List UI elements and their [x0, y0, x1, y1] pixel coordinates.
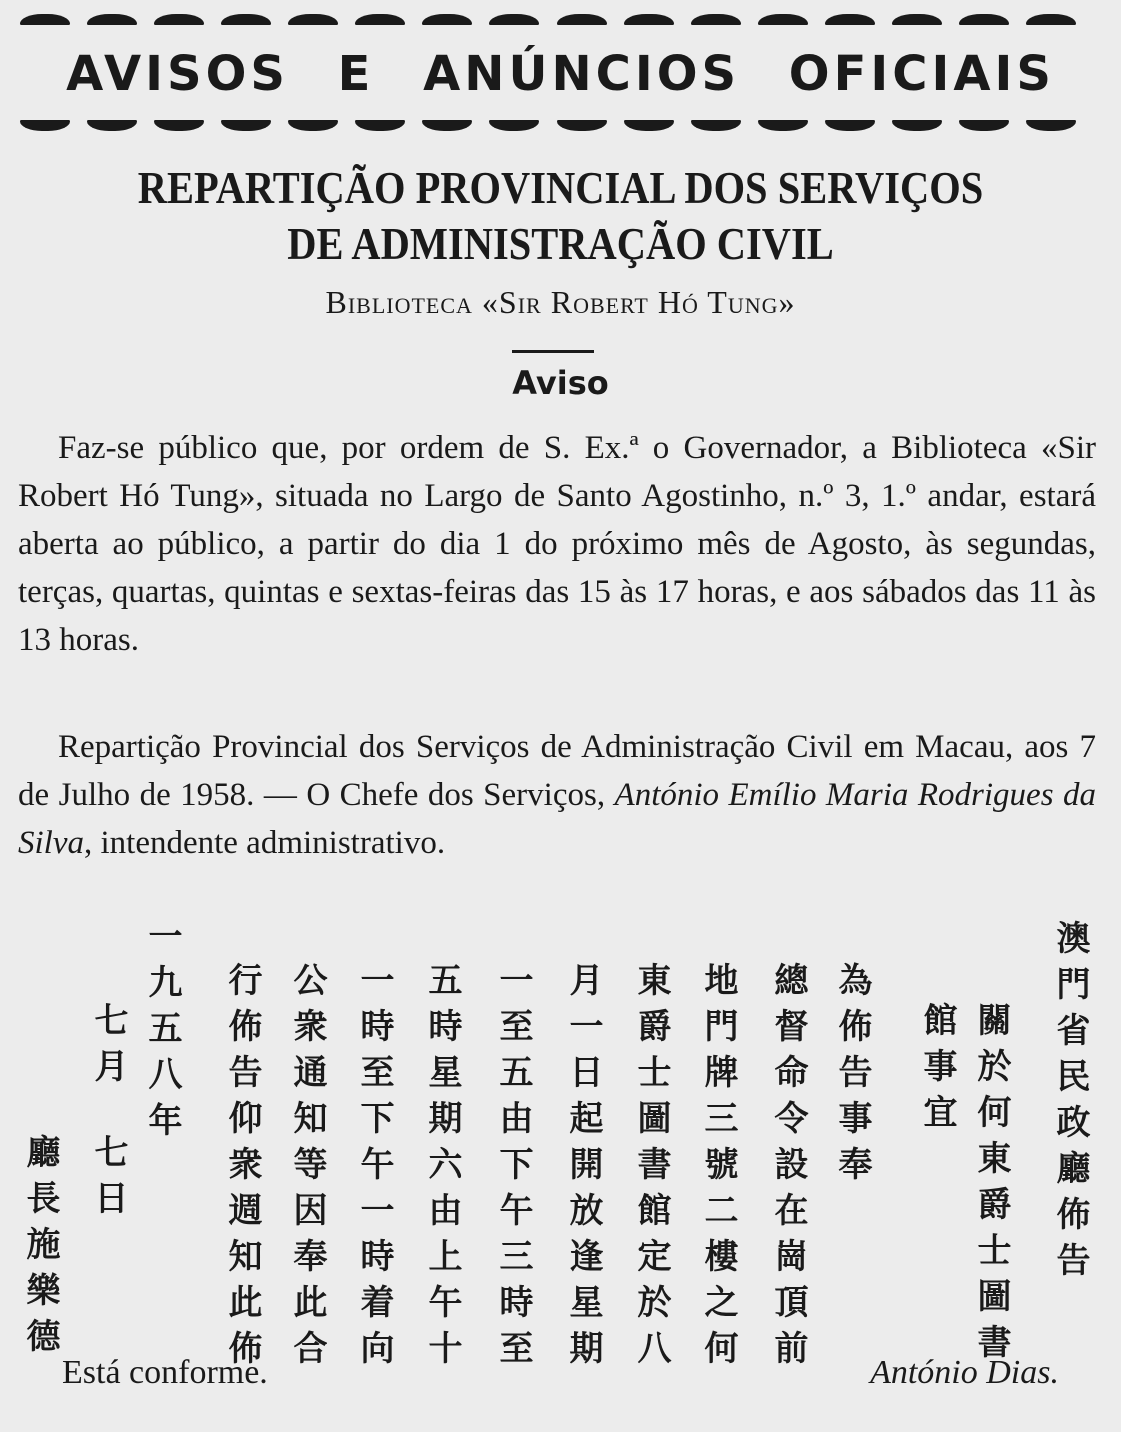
chinese-col-1: 澳門省民政廳佈告 [1050, 920, 1090, 1288]
chinese-col-13: 行佈告仰衆週知此佈 [222, 962, 262, 1376]
chinese-date-month: 七月 [88, 1002, 128, 1094]
chinese-col-9: 一至五由下午三時至 [493, 962, 533, 1376]
top-scallop-border [20, 12, 1076, 26]
department-line-2: DE ADMINISTRAÇÃO CIVIL [287, 218, 834, 269]
chinese-col-6: 地門牌三號二樓之何 [698, 962, 738, 1376]
signature-paragraph-start: Repartição Provincial dos Serviços de Administração Civil em Macau, aos 7 de Julho de 1958. — O Chefe dos Serviços, [18, 729, 1096, 813]
footer-signature: António Dias. [870, 1354, 1059, 1391]
notice-title: Aviso [512, 364, 609, 402]
signatory-name: António Emílio Maria Rodrigues da Silva [18, 777, 1097, 861]
chinese-col-12: 公衆通知等因奉此合 [287, 962, 327, 1376]
chinese-col-10: 五時星期六由上午十 [422, 962, 462, 1376]
divider-rule [512, 350, 594, 353]
chinese-col-8: 月一日起開放逢星期 [563, 962, 603, 1376]
signature-paragraph [18, 723, 1096, 867]
bottom-scallop-border [20, 118, 1076, 132]
conforme-note: Está conforme. [62, 1354, 268, 1391]
chinese-col-3: 館事宜 [917, 1002, 957, 1140]
chinese-col-11: 一時至下午一時着向 [354, 962, 394, 1376]
department-line-1: REPARTIÇÃO PROVINCIAL DOS SERVIÇOS [137, 162, 984, 213]
library-subheading: Biblioteca «Sir Robert Hó Tung» [325, 284, 796, 320]
chinese-col-2: 關於何東爵士圖書 [971, 1002, 1011, 1370]
signature-paragraph-end: , intendente administrativo. [83, 825, 446, 861]
department-heading [67, 160, 1053, 272]
chinese-date-year: 一九五八年 [142, 918, 182, 1148]
section-banner: AVISOS E ANÚNCIOS OFICIAIS [66, 46, 1055, 102]
chinese-col-7: 東爵士圖書館定於八 [631, 962, 671, 1376]
chinese-col-4: 為佈告事奉 [832, 962, 872, 1192]
notice-paragraph: Faz-se público que, por ordem de S. Ex.ª o Governador, a Biblioteca «Sir Robert Hó Tung», situada no Largo de Santo Agostinho, n.º 3, 1.º andar, estará aberta ao público, a partir do dia 1 do próximo mês de Agosto, às segundas, terças, quartas, quintas e sextas-feiras das 15 às 17 horas, e aos sábados das 11 às 13 horas. [18, 430, 1096, 658]
chinese-signatory: 廳長施樂德 [20, 1134, 60, 1364]
chinese-col-5: 總督命令設在崗頂前 [768, 962, 808, 1376]
chinese-date-day: 七日 [88, 1134, 128, 1226]
